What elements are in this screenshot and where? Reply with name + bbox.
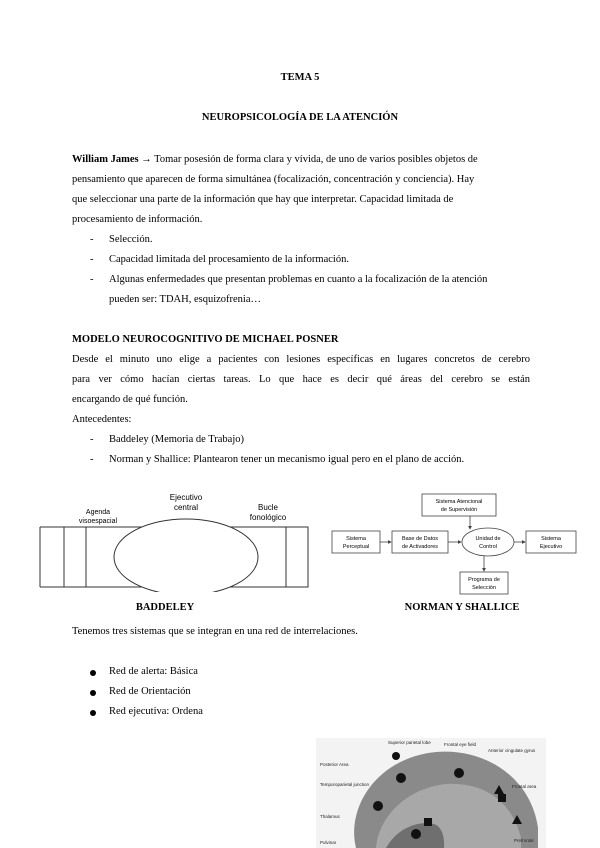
intro-line-2: pensamiento que aparecen de forma simultánea (focalización, concentración y conciencia). Hay	[72, 174, 475, 185]
marker-pulvinar	[411, 829, 421, 839]
agenda-label-1: Agenda	[85, 509, 111, 516]
marker-frontal-eye	[454, 768, 464, 778]
intro-line-3: que seleccionar una parte de la información que hay que interpretar. Capacidad limitada de	[72, 194, 454, 205]
antecedentes-label: Antecedentes:	[72, 414, 132, 425]
baddeley-caption: BADDELEY	[135, 602, 195, 613]
unidad-label-1: Unidad de	[475, 536, 501, 542]
sas-label-2: de Supervisión	[440, 507, 478, 513]
brain-label: Superior parietal lobe	[388, 740, 431, 745]
posner-line-1: Desde el minuto uno elige a pacientes con lesiones específicas en lugares concretos de cerebro	[72, 354, 530, 365]
sistemas-intro: Tenemos tres sistemas que se integran en una red de interrelaciones.	[72, 626, 358, 637]
intro-line-4: procesamiento de información.	[72, 214, 203, 225]
brain-label: Posterior Area	[320, 762, 349, 767]
marker-superior-parietal	[392, 752, 400, 760]
brain-label: Anterior cingulate gyrus	[488, 748, 536, 753]
posner-line-3: encargando de qué función.	[72, 394, 188, 405]
brain-label: Pulvinar	[320, 840, 337, 845]
page-title: NEUROPSICOLOGÍA DE LA ATENCIÓN	[201, 112, 399, 123]
brain-label: Thalamus	[320, 814, 340, 819]
bucle-label-1: Bucle	[257, 503, 279, 512]
base-label-1: Base de Datos	[401, 536, 439, 542]
perceptual-label-1: Sistema	[346, 536, 366, 542]
marker-thalamus	[424, 818, 432, 826]
programa-label-1: Programa de	[468, 577, 500, 583]
marker-frontal-area	[498, 794, 506, 802]
norman-shallice-diagram	[330, 490, 578, 596]
brain-label: Frontal area	[512, 784, 537, 789]
ejecutivo-label-2: central	[173, 503, 199, 512]
norman-caption: NORMAN Y SHALLICE	[404, 602, 520, 613]
unidad-label-2: Control	[479, 544, 497, 550]
brain-label: Temporoparietal junction	[320, 782, 370, 787]
baddeley-diagram	[38, 490, 310, 592]
posner-line-2: para ver cómo hacían ciertas tareas. Lo que hace es decir qué áreas del cerebro se están	[72, 374, 530, 385]
bucle-label-2: fonológico	[249, 513, 287, 522]
brain-image	[316, 738, 546, 848]
ejecutivo-sys-label-2: Ejecutivo	[539, 544, 563, 550]
brain-label: Prefrontal	[514, 838, 534, 843]
ejecutivo-label-1: Ejecutivo	[169, 493, 203, 502]
marker-temporoparietal	[373, 801, 383, 811]
perceptual-label-2: Perceptual	[342, 544, 370, 550]
intro-line-1: William James → Tomar posesión de forma clara y vívida, de uno de varios posibles objetos de	[72, 154, 478, 165]
arrow: →	[138, 154, 155, 165]
tema-number: TEMA 5	[280, 72, 320, 83]
brain-label: Frontal eye field	[444, 742, 477, 747]
programa-label-2: Selección	[472, 585, 496, 591]
sas-label-1: Sistema Atencional	[435, 499, 483, 505]
base-label-2: de Activadores	[401, 544, 439, 550]
ejecutivo-sys-label-1: Sistema	[541, 536, 561, 542]
author-name: William James	[72, 154, 139, 165]
posner-heading: MODELO NEUROCOGNITIVO DE MICHAEL POSNER	[72, 334, 339, 345]
agenda-label-2: visoespacial	[78, 518, 118, 525]
marker-posterior	[396, 773, 406, 783]
